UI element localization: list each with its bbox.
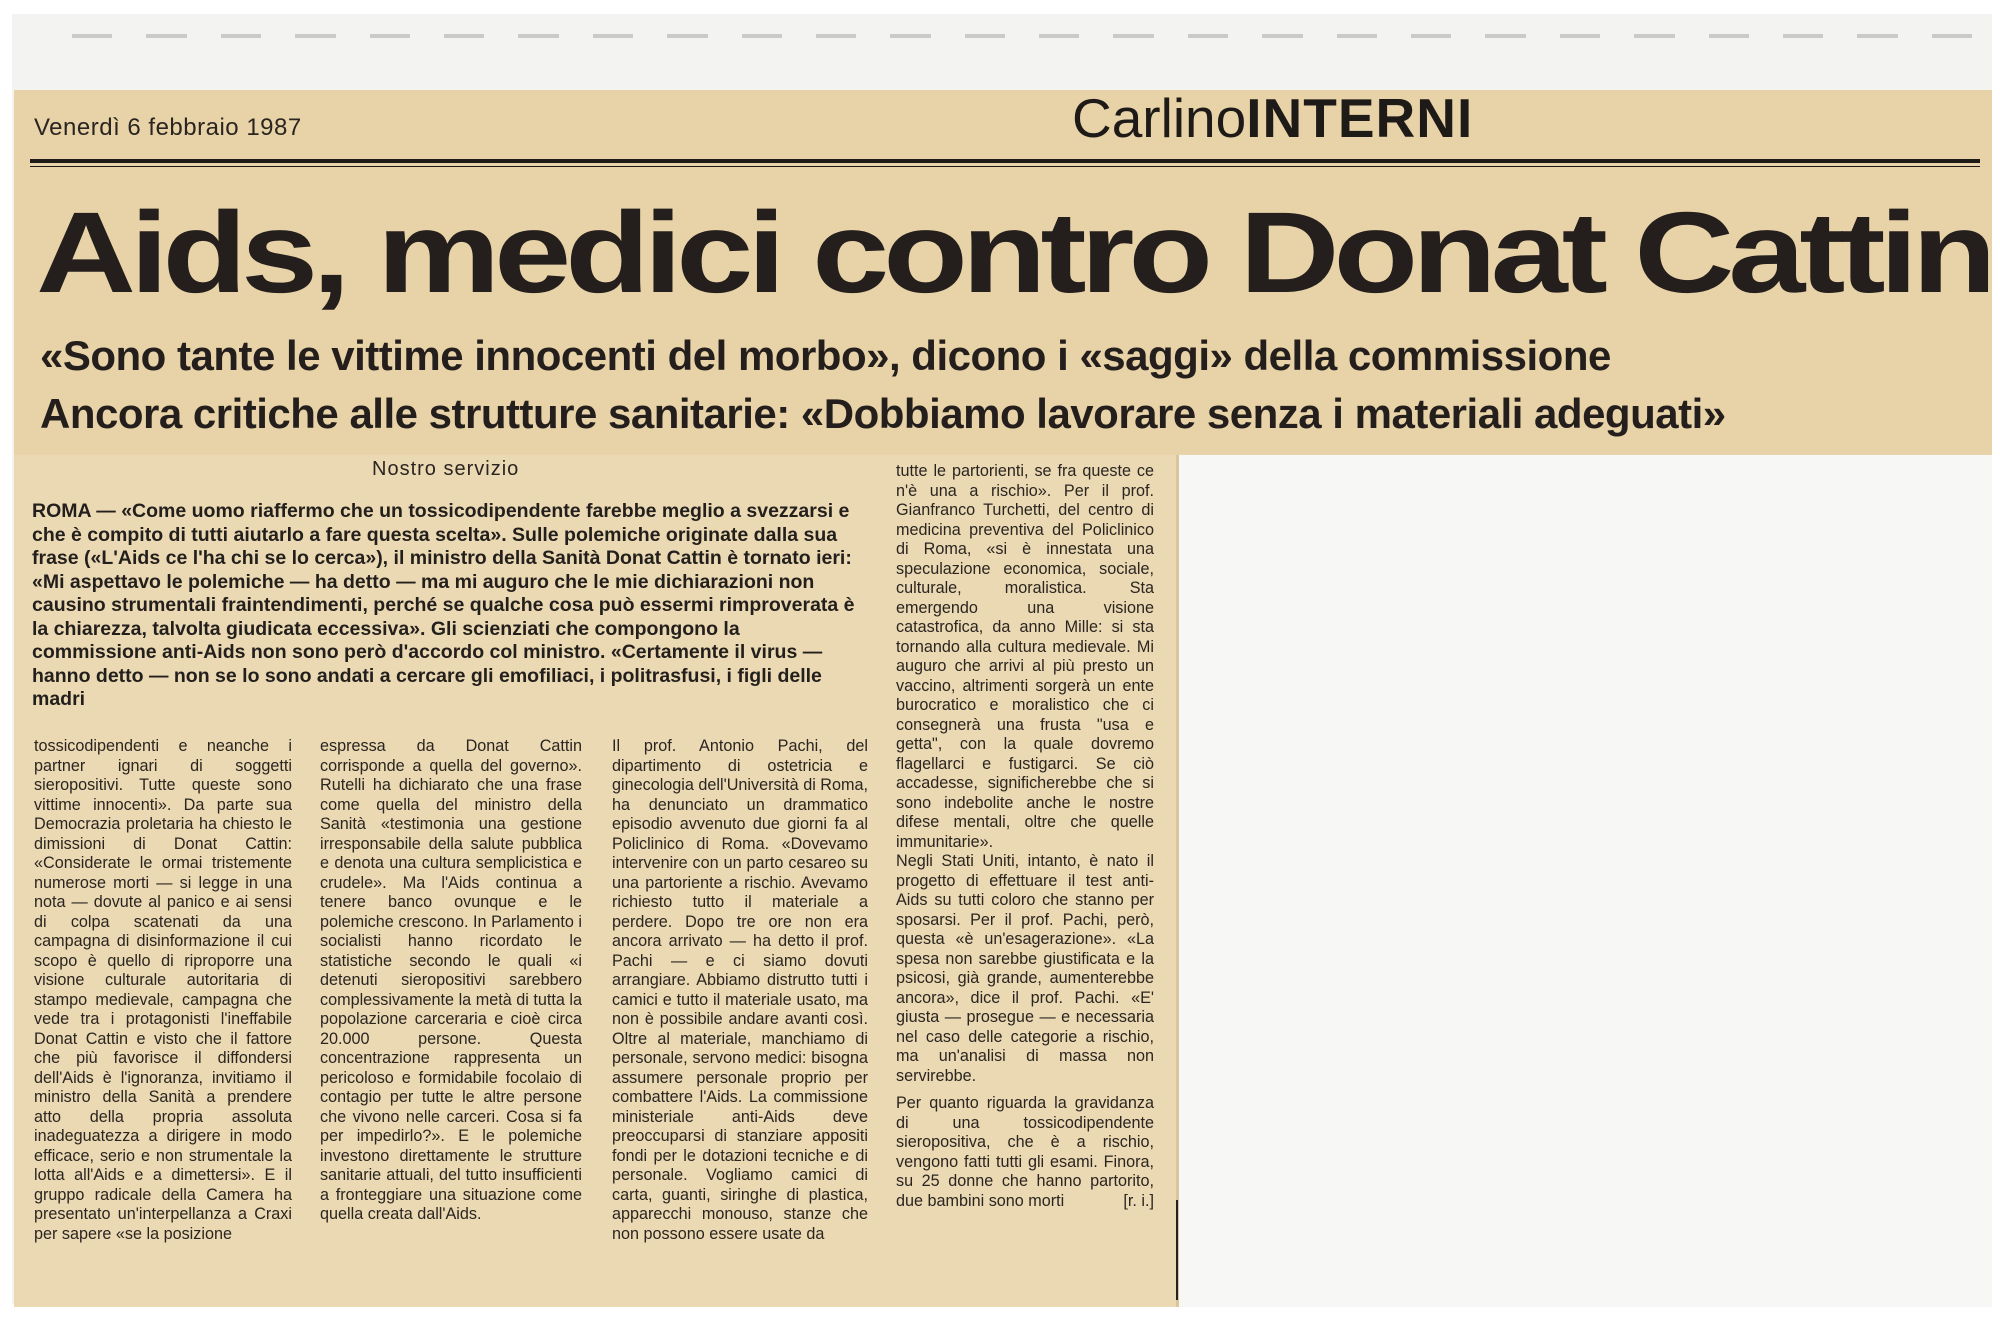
author-signature: [r. i.] <box>1123 1191 1154 1210</box>
headline: Aids, medici contro Donat Cattin <box>36 189 1991 317</box>
column-4-paragraph-2: Negli Stati Uniti, intanto, è nato il progetto di effettuare il test anti-Aids su tutti coloro che stanno per sposarsi. Per il prof. Pachi, però, questa «è un'esagerazione». «La spesa non sarebbe giustificata e la psicosi, già grande, aumenterebbe ancora», dice il prof. Pachi. «E' giusta — prosegue — e necessaria nel caso delle categorie a rischio, ma un'analisi di massa non servirebbe. <box>896 852 1154 1085</box>
byline: Nostro servizio <box>372 458 520 480</box>
subhead-2: Ancora critiche alle strutture sanitarie: «Dobbiamo lavorare senza i materiali adeguati» <box>40 390 1726 437</box>
header-rule-thin <box>30 166 1980 167</box>
column-4-paragraph-3-text: Per quanto riguarda la gravidanza di una tossicodipendente sieropositiva, che è a rischio, vengono fatti tutti gli esami. Finora, su 25 donne che hanno partorito, due bambini sono morti <box>896 1094 1154 1210</box>
article-column-4 <box>896 462 1154 1211</box>
article-column-2: espressa da Donat Cattin corrisponde a quella del governo». Rutelli ha dichiarato che una frase come quella del ministro della Sanità «testimonia una gestione irresponsabile della salute pubblica e denota una cultura semplicistica e crudele». Ma l'Aids continua a tenere banco ovunque e le polemiche crescono. In Parlamento i socialisti hanno ricordato le statistiche secondo le quali «i detenuti sieropositivi sarebbero complessivamente la metà di tutta la popolazione carceraria e cioè circa 20.000 persone. Questa concentrazione rappresenta un pericoloso e formidabile focolaio di contagio per tutte le altre persone che vivono nelle carceri. Cosa si fa per impedirlo?». E le polemiche investono direttamente le strutture sanitarie attuali, del tutto insufficienti a fronteggiare una situazione come quella creata dall'Aids. <box>320 737 582 1223</box>
section-title <box>1072 86 1473 150</box>
section-title-light: Carlino <box>1072 87 1247 149</box>
article-column-1: tossicodipendenti e neanche i partner ignari di soggetti sieropositivi. Tutte queste sono vittime innocenti». Da parte sua Democrazia proletaria ha chiesto le dimissioni di Donat Cattin: «Considerate le ormai tristemente numerose morti — si legge in una nota — dovute al panico e ai sensi di colpa scatenati da una campagna di disinformazione il cui scopo è quello di riproporre una visione culturale autoritaria di stampo medievale, campagna che vede tra i protagonisti l'ineffabile Donat Cattin e visto che il fattore che più favorisce il diffondersi dell'Aids è l'ignoranza, invitiamo il ministro della Sanità a prendere atto della propria assoluta inadeguatezza a dirigere in modo efficace, serio e non strumentale la lotta all'Aids e a dimettersi». E il gruppo radicale della Camera ha presentato un'interpellanza a Craxi per sapere «se la posizione <box>34 737 292 1243</box>
blank-area <box>1177 455 1992 1307</box>
section-title-bold: INTERNI <box>1246 87 1474 149</box>
issue-date: Venerdì 6 febbraio 1987 <box>34 114 302 141</box>
column-divider <box>1176 1200 1178 1300</box>
subhead-1: «Sono tante le vittime innocenti del morbo», dicono i «saggi» della commissione <box>40 332 1611 379</box>
lead-paragraph: ROMA — «Come uomo riaffermo che un tossicodipendente farebbe meglio a svezzarsi e che è compito di tutti aiutarlo a fare questa scelta». Sulle polemiche originate dalla sua frase («L'Aids ce l'ha chi se lo cerca»), il ministro della Sanità Donat Cattin è tornato ieri: «Mi aspettavo le polemiche — ha detto — ma mi auguro che le mie dichiarazioni non causino strumentali fraintendimenti, perché se qualche cosa può essermi rimproverata è la chiarezza, talvolta giudicata eccessiva». Gli scienziati che compongono la commissione anti-Aids non sono però d'accordo col ministro. «Certamente il virus — hanno detto — non se lo sono andati a cercare gli emofiliaci, i politrasfusi, i figli delle madri <box>32 500 855 710</box>
clipping-edge <box>1176 455 1179 1307</box>
column-4-paragraph-1: tutte le partorienti, se fra queste ce n'è una a rischio». Per il prof. Gianfranco Turchetti, del centro di medicina preventiva del Policlinico di Roma, «si è innestata una speculazione economica, sociale, culturale, moralistica. Sta emergendo una visione catastrofica, da anno Mille: si sta tornando alla cultura medievale. Mi auguro che arrivi al più presto un vaccino, altrimenti sorgerà un ente burocratico e moralistico che ci consegnerà una frusta "usa e getta", con la quale dovremo flagellarci e fustigarci. Se ciò accadesse, significherebbe che si sono indebolite anche le nostre difese mentali, oltre che quelle immunitarie». <box>896 462 1154 851</box>
perforation-marks <box>72 30 1972 44</box>
column-4-paragraph-3 <box>896 1094 1154 1211</box>
article-column-3: Il prof. Antonio Pachi, del dipartimento di ostetricia e ginecologia dell'Università di Roma, ha denunciato un drammatico episodio avvenuto due giorni fa al Policlinico di Roma. «Dovevamo intervenire con un parto cesareo su una partoriente a rischio. Avevamo richiesto tutto il materiale a perdere. Dopo tre ore non era ancora arrivato — ha detto il prof. Pachi — e ci siamo dovuti arrangiare. Abbiamo distrutto tutti i camici e tutto il materiale usato, ma non è possibile andare avanti così. Oltre al materiale, manchiamo di personale, servono medici: bisogna assumere personale proprio per combattere l'Aids. La commissione ministeriale anti-Aids deve preoccuparsi di stanziare appositi fondi per le dotazioni tecniche e di personale. Vogliamo camici di carta, guanti, siringhe di plastica, apparecchi monouso, stanze che non possono essere usate da <box>612 737 868 1243</box>
header-rule-thick <box>30 159 1980 163</box>
